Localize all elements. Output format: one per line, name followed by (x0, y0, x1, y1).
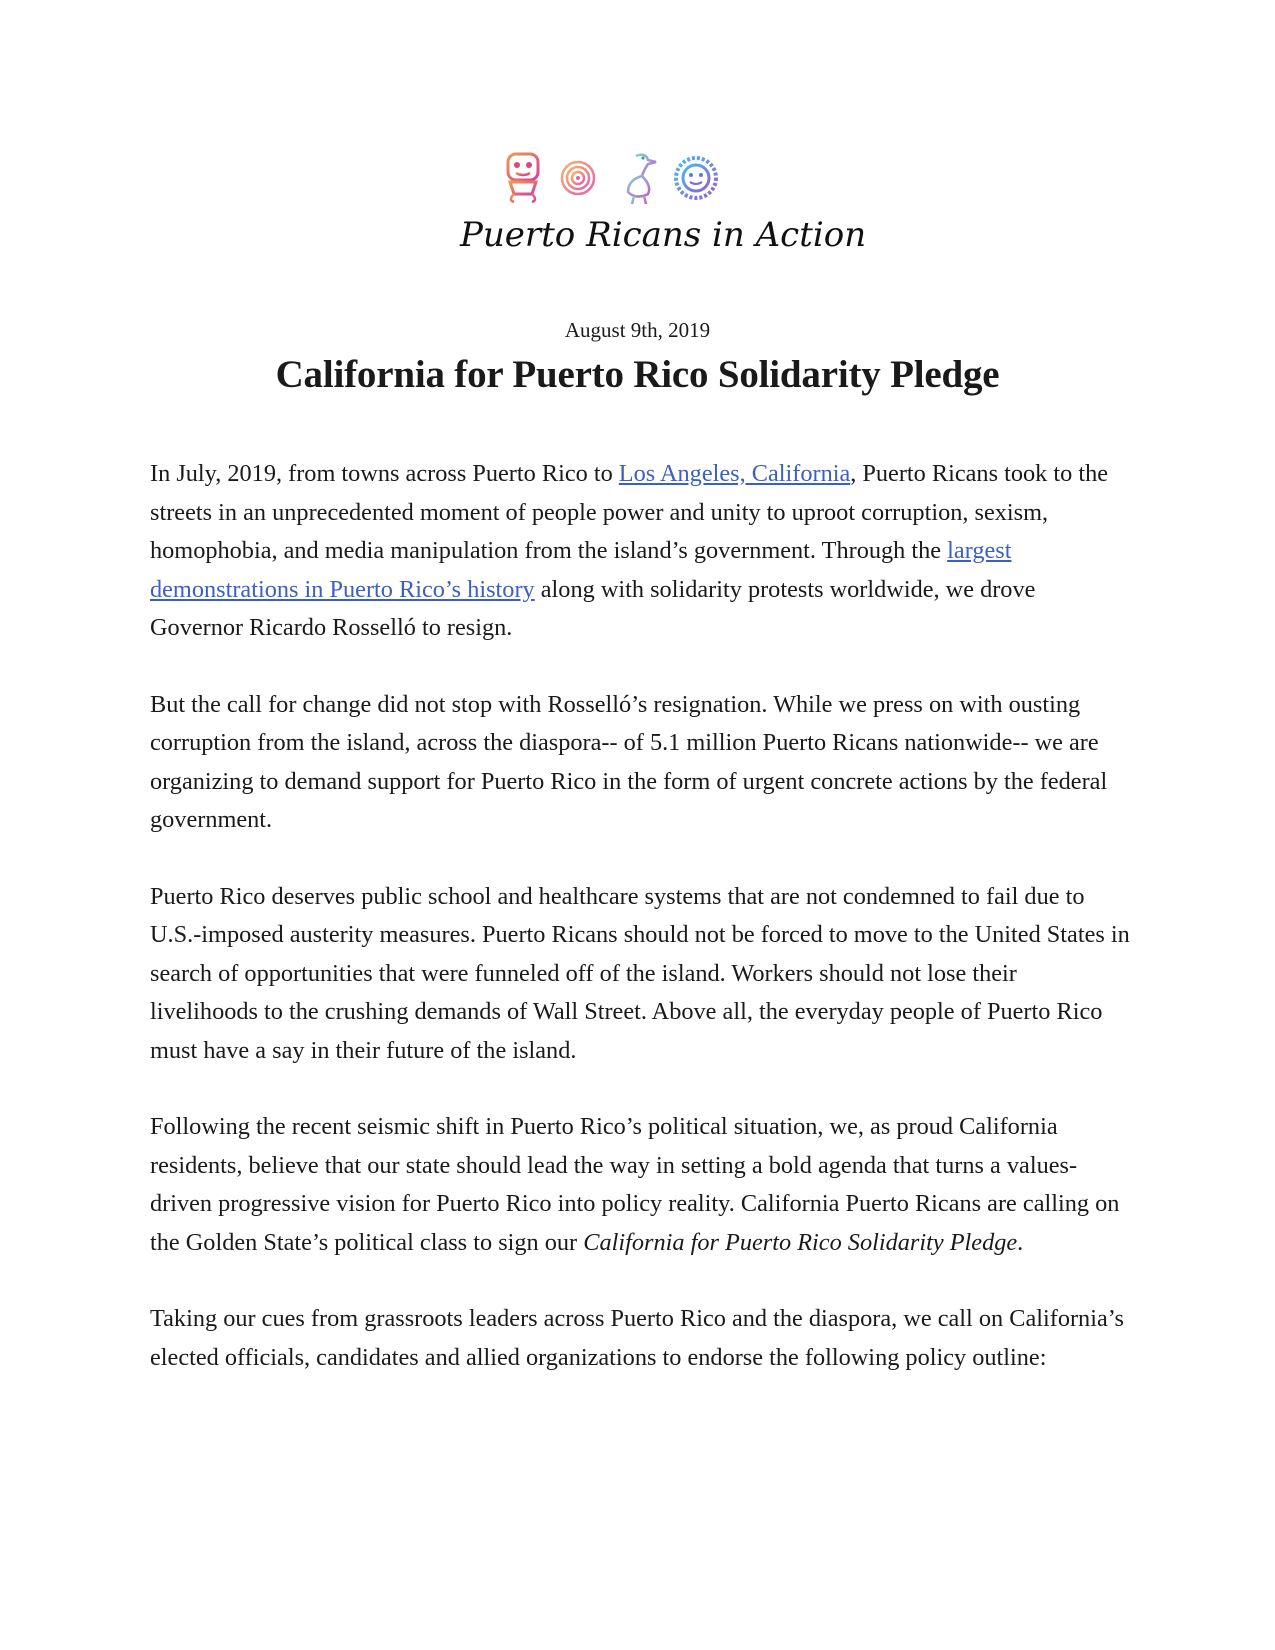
document-body (150, 455, 1130, 1415)
logo-wordmark: Puerto Ricans in Action (460, 215, 867, 255)
pledge-name: California for Puerto Rico Solidarity Pledge (583, 1228, 1018, 1256)
paragraph-5: Taking our cues from grassroots leaders across Puerto Rico and the diaspora, we call on California’s elected officials, candidates and allied organizations to endorse the following policy outline: (150, 1305, 1124, 1371)
paragraph-4: Following the recent seismic shift in Puerto Rico’s political situation, we, as proud California residents, believe that our state should lead the way in setting a bold agenda that turns a values-driven progressive vision for Puerto Rico into policy reality. California Puerto Ricans are calling on the Golden State’s political class to sign our California for Puerto Rico Solidarity Pledge. (150, 1113, 1120, 1256)
organization-logo (460, 150, 867, 270)
paragraph-2: But the call for change did not stop with Rosselló’s resignation. While we press on with ousting corruption from the island, across the diaspora-- of 5.1 million Puerto Ricans nationwide-- we are organizing to demand support for Puerto Rico in the form of urgent concrete actions by the federal government. (150, 690, 1108, 833)
document-title: California for Puerto Rico Solidarity Pledge (275, 353, 1000, 396)
spiral-icon (562, 162, 594, 194)
paragraph-3: Puerto Rico deserves public school and healthcare systems that are not condemned to fail due to U.S.-imposed austerity measures. Puerto Ricans should not be forced to move to the United States in search of opportunities that were funneled off of the island. Workers should not lose their livelihoods to the crushing demands of Wall Street. Above all, the everyday people of Puerto Rico must have a say in their future of the island. (150, 882, 1130, 1064)
los-angeles-link[interactable]: Los Angeles, California (618, 460, 851, 487)
sun-icon (676, 158, 716, 198)
largest-demonstrations-link[interactable]: largest demonstrations in Puerto Rico’s history (150, 537, 1012, 603)
paragraph-1: In July, 2019, from towns across Puerto Rico to Los Angeles, California, Puerto Ricans took to the streets in an unprecedented moment of people power and unity to uproot corruption, sexism, homophobia, and media manipulation from the island’s government. Through the largest demonstrations in Puerto Rico’s history along with solidarity protests worldwide, we drove Governor Ricardo Rosselló to resign. (150, 460, 1109, 641)
taino-face-icon (508, 154, 538, 202)
document-date: August 9th, 2019 (564, 318, 711, 342)
bird-icon (628, 155, 656, 204)
